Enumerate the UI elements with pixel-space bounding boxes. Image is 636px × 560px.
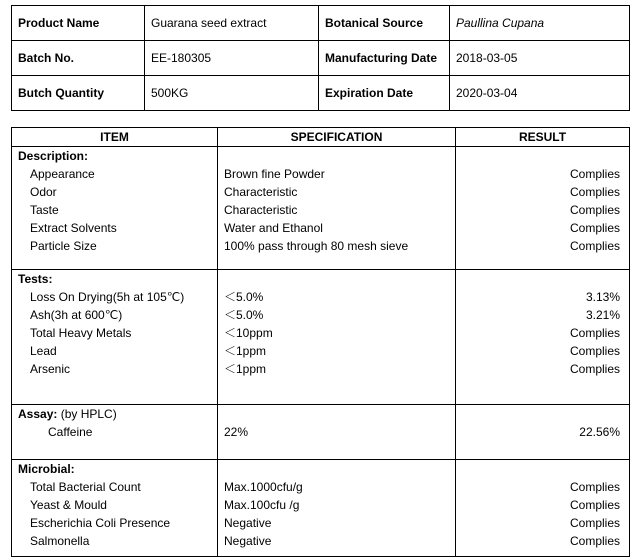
list-item: Complies	[569, 221, 620, 235]
tests-section	[12, 270, 630, 405]
list-item: Complies	[569, 326, 620, 340]
product-name-label: Product Name	[12, 6, 145, 41]
result-column-header: RESULT	[456, 128, 630, 147]
product-info-table	[11, 5, 630, 111]
list-item: Complies	[569, 239, 620, 253]
specification-cell	[218, 405, 456, 460]
list-item: Loss On Drying(5h at 105℃)	[30, 290, 185, 304]
list-item: Complies	[569, 534, 620, 548]
list-item: ＜5.0%	[224, 290, 264, 304]
list-item: 22%	[224, 425, 249, 439]
list-item: Complies	[569, 498, 620, 512]
info-row	[12, 76, 630, 111]
list-item: Complies	[569, 516, 620, 530]
specification-cell	[218, 460, 456, 557]
specification-table	[11, 127, 630, 557]
list-item: 100% pass through 80 mesh sieve	[224, 239, 409, 253]
list-item: Brown fine Powder	[224, 167, 325, 181]
quantity-value: 500KG	[145, 76, 319, 111]
quantity-label: Butch Quantity	[12, 76, 145, 111]
section-title: Description:	[18, 149, 89, 163]
list-item: Extract Solvents	[30, 221, 117, 235]
info-row	[12, 6, 630, 41]
list-item: 3.21%	[585, 308, 620, 322]
list-item: Characteristic	[224, 185, 298, 199]
expiration-date-label: Expiration Date	[319, 76, 450, 111]
list-item: 3.13%	[585, 290, 620, 304]
list-item: ＜5.0%	[224, 308, 264, 322]
section-title: Microbial:	[18, 462, 75, 476]
list-item: ＜1ppm	[224, 344, 267, 358]
item-cell	[12, 147, 218, 270]
item-cell	[12, 460, 218, 557]
batch-no-value: EE-180305	[145, 41, 319, 76]
list-item: Complies	[569, 480, 620, 494]
list-item: Appearance	[30, 167, 95, 181]
list-item: Lead	[30, 344, 57, 358]
list-item: Particle Size	[30, 239, 97, 253]
specification-cell	[218, 270, 456, 405]
list-item: Ash(3h at 600℃)	[30, 308, 123, 322]
description-section	[12, 147, 630, 270]
header-row	[12, 128, 630, 147]
list-item: Arsenic	[30, 362, 71, 376]
microbial-section	[12, 460, 630, 557]
assay-section	[12, 405, 630, 460]
list-item: Odor	[30, 185, 57, 199]
section-title	[12, 405, 217, 423]
info-row	[12, 41, 630, 76]
manufacturing-date-label: Manufacturing Date	[319, 41, 450, 76]
list-item: Caffeine	[48, 425, 93, 439]
list-item: Salmonella	[30, 534, 90, 548]
item-cell	[12, 405, 218, 460]
list-item: Max.1000cfu/g	[224, 480, 303, 494]
item-cell	[12, 270, 218, 405]
list-item: Taste	[30, 203, 59, 217]
list-item: ＜10ppm	[224, 326, 273, 340]
list-item: Characteristic	[224, 203, 298, 217]
section-title: Tests:	[18, 272, 53, 286]
list-item: Complies	[569, 203, 620, 217]
result-cell	[456, 147, 630, 270]
specification-column-header: SPECIFICATION	[218, 128, 456, 147]
specification-cell	[218, 147, 456, 270]
list-item: Total Heavy Metals	[30, 326, 132, 340]
result-cell	[456, 405, 630, 460]
batch-no-label: Batch No.	[12, 41, 145, 76]
list-item: Total Bacterial Count	[30, 480, 141, 494]
list-item: Escherichia Coli Presence	[30, 516, 171, 530]
list-item: Water and Ethanol	[224, 221, 323, 235]
list-item: Complies	[569, 344, 620, 358]
list-item: Negative	[224, 516, 272, 530]
list-item: Complies	[569, 167, 620, 181]
list-item: Yeast & Mould	[30, 498, 107, 512]
botanical-source-label: Botanical Source	[319, 6, 450, 41]
product-name-value: Guarana seed extract	[145, 6, 319, 41]
assay-method: (by HPLC)	[60, 407, 117, 421]
list-item: 22.56%	[579, 425, 620, 439]
list-item: Complies	[569, 185, 620, 199]
botanical-source-value: Paullina Cupana	[450, 6, 630, 41]
expiration-date-value: 2020-03-04	[450, 76, 630, 111]
list-item: Negative	[224, 534, 272, 548]
assay-title: Assay:	[18, 407, 58, 421]
manufacturing-date-value: 2018-03-05	[450, 41, 630, 76]
item-column-header: ITEM	[12, 128, 218, 147]
list-item: Complies	[569, 362, 620, 376]
result-cell	[456, 270, 630, 405]
list-item: Max.100cfu /g	[224, 498, 300, 512]
result-cell	[456, 460, 630, 557]
list-item: ＜1ppm	[224, 362, 267, 376]
